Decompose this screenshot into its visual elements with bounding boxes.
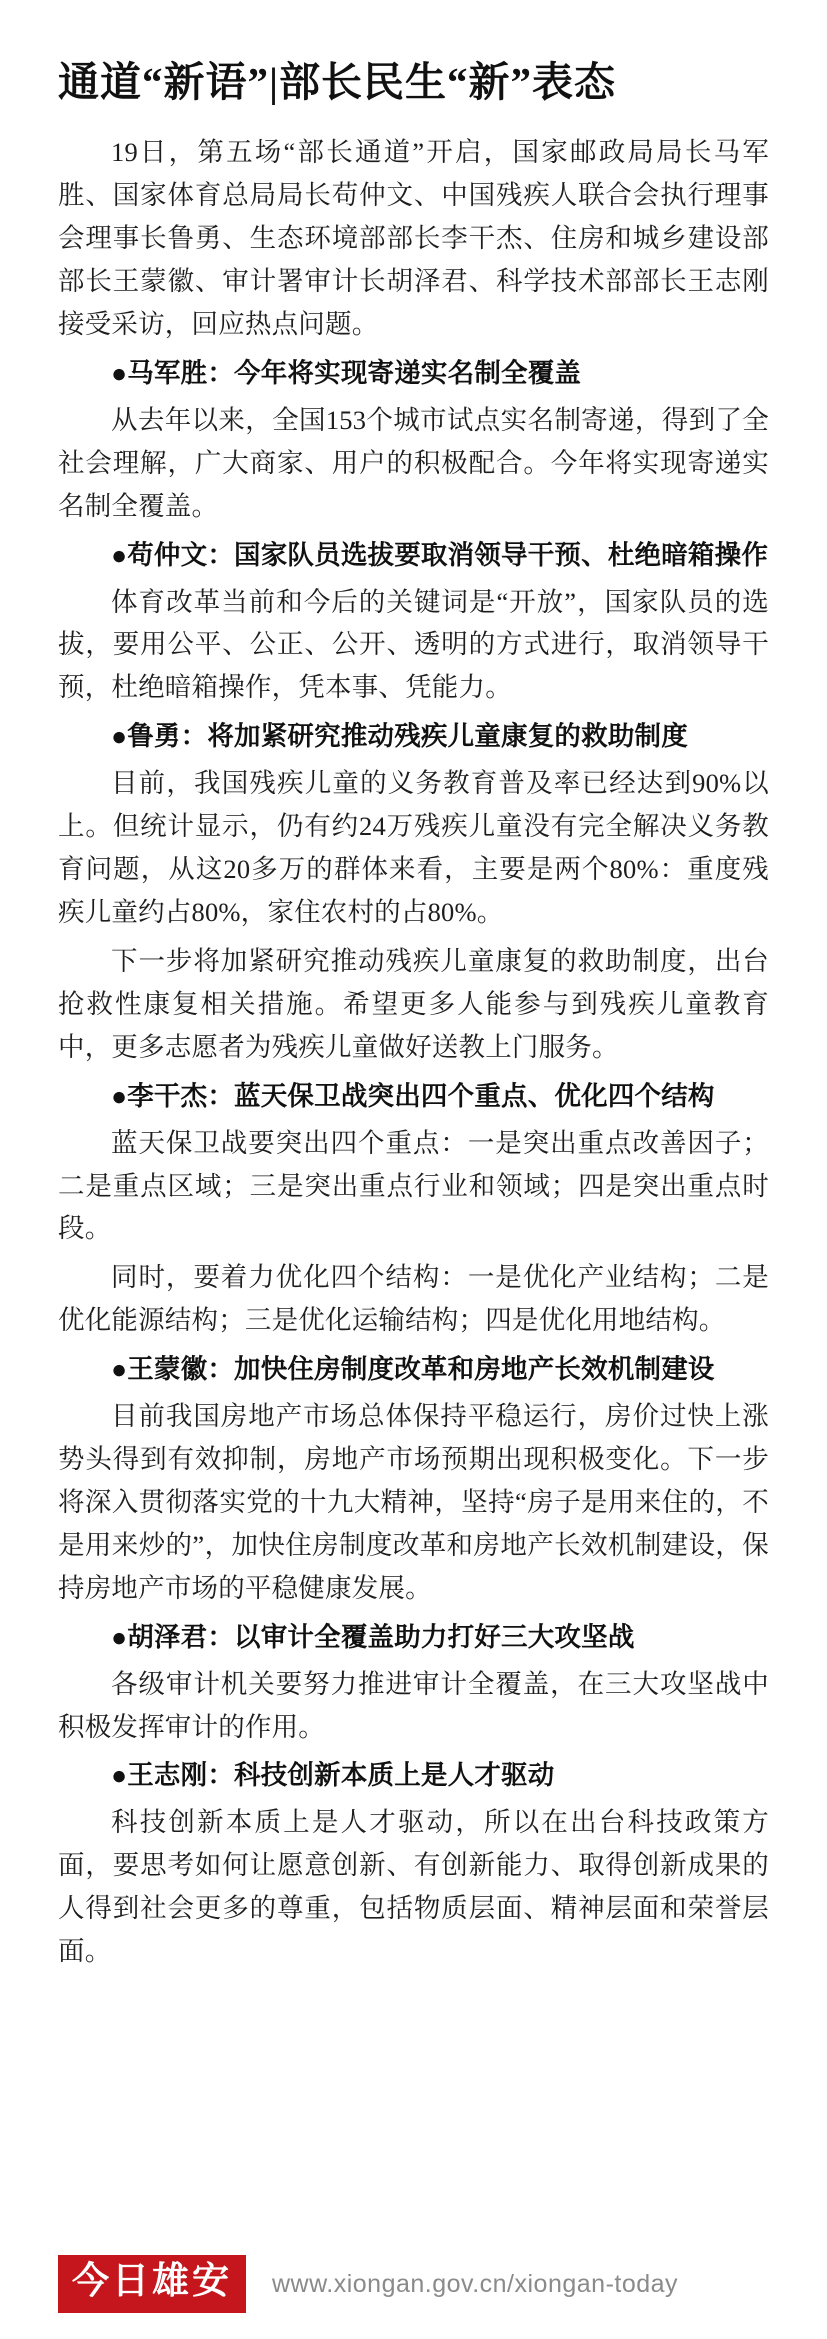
speaker-name: 马军胜： — [127, 357, 235, 388]
body-paragraph: 同时，要着力优化四个结构：一是优化产业结构；二是优化能源结构；三是优化运输结构；四是优化用地结构。 — [58, 1262, 769, 1336]
speaker-name: 李干杰： — [127, 1080, 235, 1111]
speaker-name: 王志刚： — [127, 1760, 235, 1791]
body-paragraph: 目前，我国残疾儿童的义务教育普及率已经达到90%以上。但统计显示，仍有约24万残疾儿童没有完全解决义务教育问题，从这20多万的群体来看，主要是两个80%：重度残疾儿童约占80%，家住农村的占80%。 — [58, 768, 769, 927]
speaker-headline: 科技创新本质上是人才驱动 — [234, 1760, 555, 1791]
footer-url: www.xiongan.gov.cn/xiongan-today — [272, 2269, 679, 2298]
body-paragraph: 19日，第五场“部长通道”开启，国家邮政局局长马军胜、国家体育总局局长苟仲文、中国残疾人联合会执行理事会理事长鲁勇、生态环境部部长李干杰、住房和城乡建设部部长王蒙徽、审计署审计长胡泽君、科学技术部部长王志刚接受采访，回应热点问题。 — [58, 137, 769, 339]
bullet-icon: ● — [111, 539, 128, 570]
speaker-headline: 今年将实现寄递实名制全覆盖 — [234, 357, 582, 388]
speaker-heading — [58, 1348, 769, 1391]
speaker-headline: 以审计全覆盖助力打好三大攻坚战 — [234, 1621, 635, 1652]
page-title: 通道“新语”|部长民生“新”表态 — [58, 59, 617, 105]
speaker-name: 苟仲文： — [127, 539, 235, 570]
speaker-heading — [58, 1754, 769, 1797]
bullet-icon: ● — [111, 1080, 128, 1111]
publisher-logo: 今日雄安 — [58, 2255, 246, 2313]
speaker-name: 胡泽君： — [127, 1621, 235, 1652]
speaker-headline: 国家队员选拔要取消领导干预、杜绝暗箱操作 — [234, 539, 769, 570]
body-paragraph: 体育改革当前和今后的关键词是“开放”，国家队员的选拔，要用公平、公正、公开、透明的方式进行，取消领导干预，杜绝暗箱操作，凭本事、凭能力。 — [58, 586, 769, 703]
body-paragraph: 蓝天保卫战要突出四个重点：一是突出重点改善因子；二是重点区域；三是突出重点行业和领域；四是突出重点时段。 — [58, 1127, 769, 1244]
speaker-headline: 蓝天保卫战突出四个重点、优化四个结构 — [234, 1080, 715, 1111]
bullet-icon: ● — [111, 1760, 128, 1791]
speaker-headline: 将加紧研究推动残疾儿童康复的救助制度 — [207, 721, 688, 752]
speaker-name: 王蒙徽： — [127, 1354, 235, 1385]
body-paragraph: 科技创新本质上是人才驱动，所以在出台科技政策方面，要思考如何让愿意创新、有创新能力、取得创新成果的人得到社会更多的尊重，包括物质层面、精神层面和荣誉层面。 — [58, 1807, 769, 1967]
speaker-heading — [58, 1616, 769, 1659]
bullet-icon: ● — [111, 1354, 128, 1385]
bullet-icon: ● — [111, 357, 128, 388]
body-paragraph: 下一步将加紧研究推动残疾儿童康复的救助制度，出台抢救性康复相关措施。希望更多人能参与到残疾儿童教育中，更多志愿者为残疾儿童做好送教上门服务。 — [58, 945, 769, 1062]
article-body — [58, 131, 769, 2211]
body-paragraph: 目前我国房地产市场总体保持平稳运行，房价过快上涨势头得到有效抑制，房地产市场预期出现积极变化。下一步将深入贯彻落实党的十九大精神，坚持“房子是用来住的，不是用来炒的”，加快住房制度改革和房地产长效机制建设，保持房地产市场的平稳健康发展。 — [58, 1401, 769, 1603]
body-paragraph: 各级审计机关要努力推进审计全覆盖，在三大攻坚战中积极发挥审计的作用。 — [58, 1668, 769, 1742]
page-footer — [58, 2237, 769, 2339]
body-paragraph: 从去年以来，全国153个城市试点实名制寄递，得到了全社会理解，广大商家、用户的积极配合。今年将实现寄递实名制全覆盖。 — [58, 404, 769, 521]
speaker-heading — [58, 715, 769, 758]
speaker-heading — [58, 1075, 769, 1118]
speaker-headline: 加快住房制度改革和房地产长效机制建设 — [234, 1354, 715, 1385]
bullet-icon: ● — [111, 1621, 128, 1652]
speaker-name: 鲁勇： — [127, 721, 208, 752]
speaker-heading — [58, 352, 769, 395]
bullet-icon: ● — [111, 721, 128, 752]
speaker-heading — [58, 534, 769, 577]
